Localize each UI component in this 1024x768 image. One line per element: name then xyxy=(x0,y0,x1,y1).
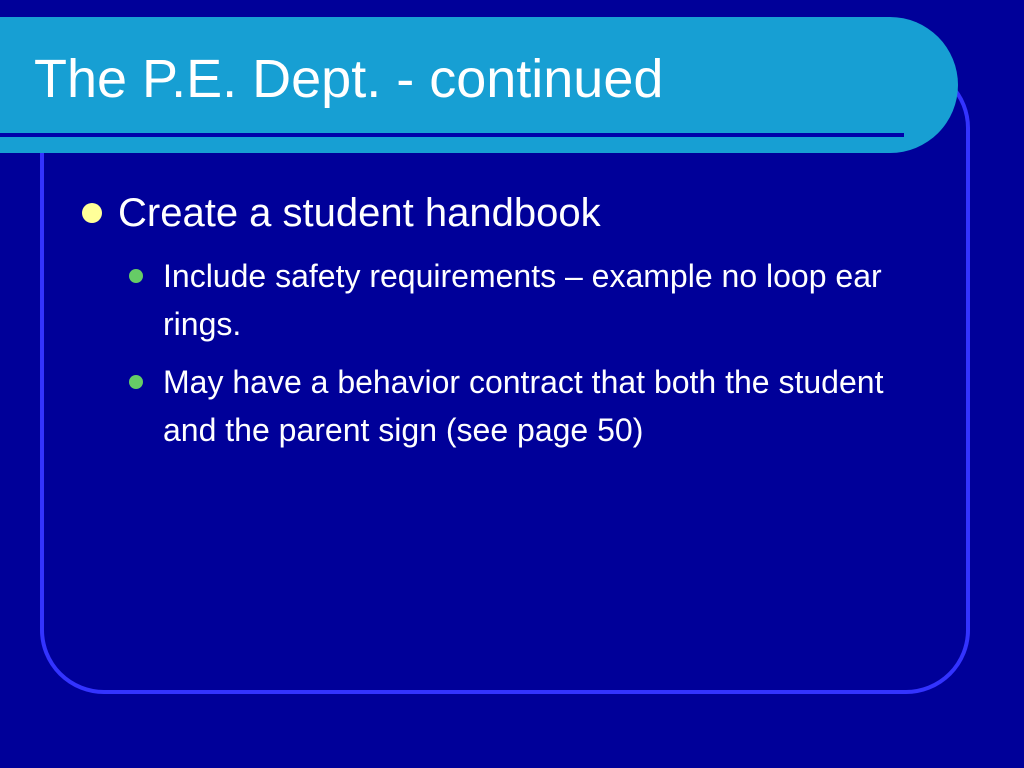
sub-bullet-dot-icon xyxy=(129,375,143,389)
sub-bullet-text: Include safety requirements – example no loop ear rings. xyxy=(163,258,882,342)
sub-bullet-dot-icon xyxy=(129,269,143,283)
slide-title: The P.E. Dept. - continued xyxy=(34,49,664,109)
sub-bullet-item xyxy=(129,358,939,454)
sub-bullet-text: May have a behavior contract that both the student and the parent sign (see page 50) xyxy=(163,364,884,448)
sub-bullet-item xyxy=(129,252,939,348)
bullet-dot-icon xyxy=(82,203,102,223)
bullet-item xyxy=(82,185,952,241)
bullet-text: Create a student handbook xyxy=(118,191,601,235)
